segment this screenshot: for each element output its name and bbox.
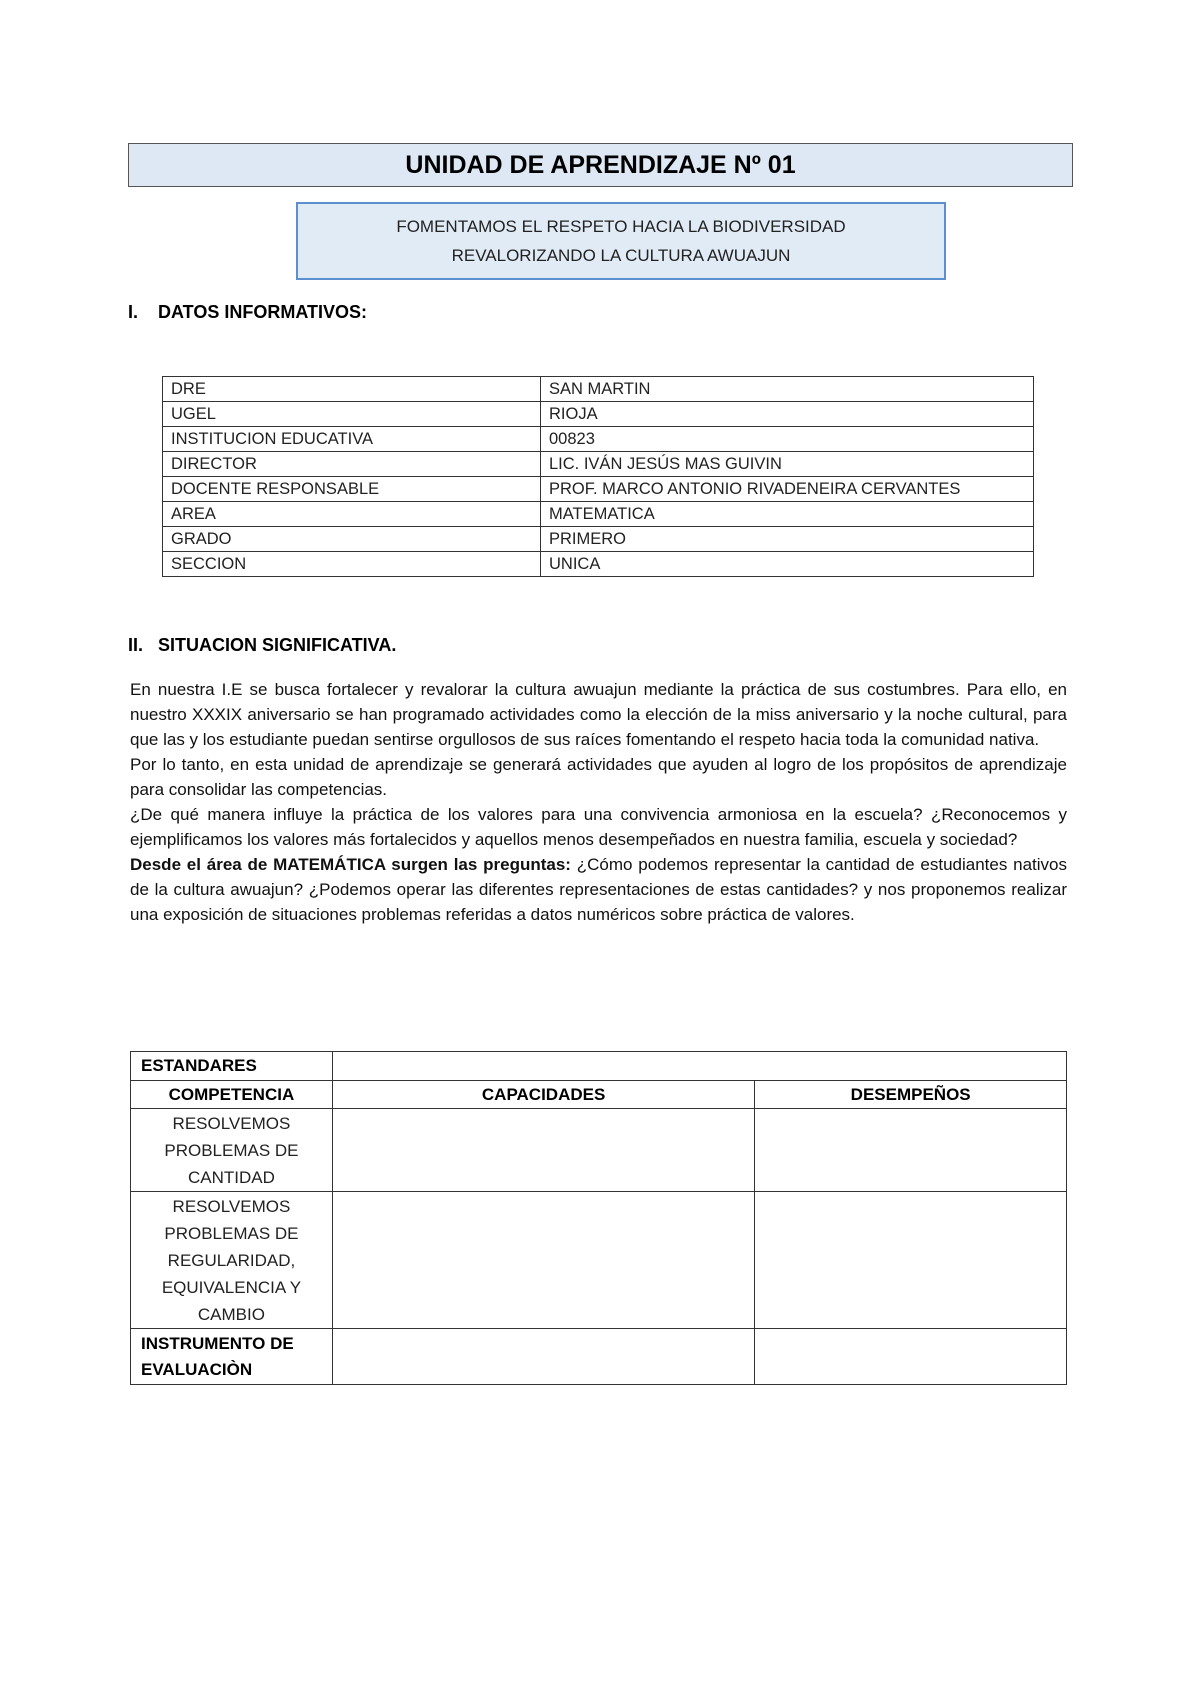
competency-cell — [131, 1192, 333, 1329]
competency-line: PROBLEMAS DE — [164, 1140, 299, 1160]
info-value: 00823 — [541, 427, 1034, 452]
competency-line: RESOLVEMOS — [172, 1113, 291, 1133]
header-desempenos: DESEMPEÑOS — [755, 1081, 1067, 1109]
capacities-cell — [332, 1192, 754, 1329]
paragraph-bold-lead: Desde el área de MATEMÁTICA surgen las preguntas: — [130, 855, 571, 874]
table-row — [163, 477, 1034, 502]
table-row — [131, 1192, 1067, 1329]
info-key: DRE — [163, 377, 541, 402]
section-title: DATOS INFORMATIVOS: — [158, 302, 367, 322]
subtitle-line-2: REVALORIZANDO LA CULTURA AWUAJUN — [451, 246, 791, 265]
info-key: AREA — [163, 502, 541, 527]
info-value: RIOJA — [541, 402, 1034, 427]
competency-line: CANTIDAD — [187, 1167, 275, 1187]
info-value: MATEMATICA — [541, 502, 1034, 527]
paragraph-rest: ¿Cómo podemos representar la cantidad de estudiantes nativos de la cultura awuajun? ¿Podemos operar las diferentes representaciones de estas cantidades? y nos proponemos realizar una exposición de situaciones problemas referidas a datos numéricos sobre práctica de valores. — [130, 855, 1067, 924]
capacities-cell — [332, 1109, 754, 1192]
competency-line: PROBLEMAS DE — [164, 1223, 299, 1243]
section-heading-datos — [128, 302, 367, 323]
competency-line: REGULARIDAD, — [167, 1250, 296, 1270]
info-value: UNICA — [541, 552, 1034, 577]
info-key: INSTITUCION EDUCATIVA — [163, 427, 541, 452]
competency-cell — [131, 1109, 333, 1192]
table-row — [163, 502, 1034, 527]
info-value: PRIMERO — [541, 527, 1034, 552]
info-key: GRADO — [163, 527, 541, 552]
estandares-label: ESTANDARES — [131, 1052, 333, 1081]
section-number: II. — [128, 635, 144, 655]
paragraph — [130, 852, 1067, 927]
section-heading-situacion — [128, 635, 396, 656]
subtitle-box — [296, 202, 946, 280]
info-value: SAN MARTIN — [541, 377, 1034, 402]
situation-text — [130, 677, 1067, 927]
table-row — [163, 402, 1034, 427]
performances-cell — [755, 1192, 1067, 1329]
paragraph: ¿De qué manera influye la práctica de los valores para una convivencia armoniosa en la escuela? ¿Reconocemos y ejemplificamos los valores más fortalecidos y aquellos menos desempeñados en nuestra familia, escuela y sociedad? — [130, 805, 1067, 849]
section-title: SITUACION SIGNIFICATIVA. — [158, 635, 397, 655]
page-title: UNIDAD DE APRENDIZAJE Nº 01 — [128, 143, 1073, 187]
table-row — [163, 377, 1034, 402]
header-competencia: COMPETENCIA — [131, 1081, 333, 1109]
info-key: DOCENTE RESPONSABLE — [163, 477, 541, 502]
table-row — [131, 1081, 1067, 1109]
competencies-table — [130, 1051, 1067, 1385]
header-capacidades: CAPACIDADES — [332, 1081, 754, 1109]
table-row — [163, 452, 1034, 477]
table-row — [163, 427, 1034, 452]
paragraph: En nuestra I.E se busca fortalecer y revalorar la cultura awuajun mediante la práctica de sus costumbres. Para ello, en nuestro XXXIX aniversario se han programado actividades como la elección de la miss aniversario y la noche cultural, para que las y los estudiante puedan sentirse orgullosos de sus raíces fomentando el respeto hacia toda la comunidad nativa. — [130, 680, 1067, 749]
info-value: PROF. MARCO ANTONIO RIVADENEIRA CERVANTES — [541, 477, 1034, 502]
competency-line: RESOLVEMOS — [172, 1196, 291, 1216]
instrument-label — [131, 1329, 333, 1385]
info-key: SECCION — [163, 552, 541, 577]
instrument-line: INSTRUMENTO DE — [141, 1333, 294, 1353]
estandares-value — [332, 1052, 1066, 1081]
info-key: DIRECTOR — [163, 452, 541, 477]
table-row — [131, 1052, 1067, 1081]
instrument-cell — [755, 1329, 1067, 1385]
instrument-line: EVALUACIÒN — [141, 1359, 253, 1379]
info-value: LIC. IVÁN JESÚS MAS GUIVIN — [541, 452, 1034, 477]
competency-line: EQUIVALENCIA Y — [161, 1277, 302, 1297]
table-row — [163, 552, 1034, 577]
info-table — [162, 376, 1034, 577]
paragraph: Por lo tanto, en esta unidad de aprendizaje se generará actividades que ayuden al logro de los propósitos de aprendizaje para consolidar las competencias. — [130, 755, 1067, 799]
section-number: I. — [128, 302, 139, 322]
competency-line: CAMBIO — [197, 1304, 265, 1324]
table-row — [131, 1329, 1067, 1385]
table-row — [163, 527, 1034, 552]
instrument-cell — [332, 1329, 754, 1385]
info-key: UGEL — [163, 402, 541, 427]
subtitle-line-1: FOMENTAMOS EL RESPETO HACIA LA BIODIVERSIDAD — [396, 217, 846, 236]
performances-cell — [755, 1109, 1067, 1192]
table-row — [131, 1109, 1067, 1192]
